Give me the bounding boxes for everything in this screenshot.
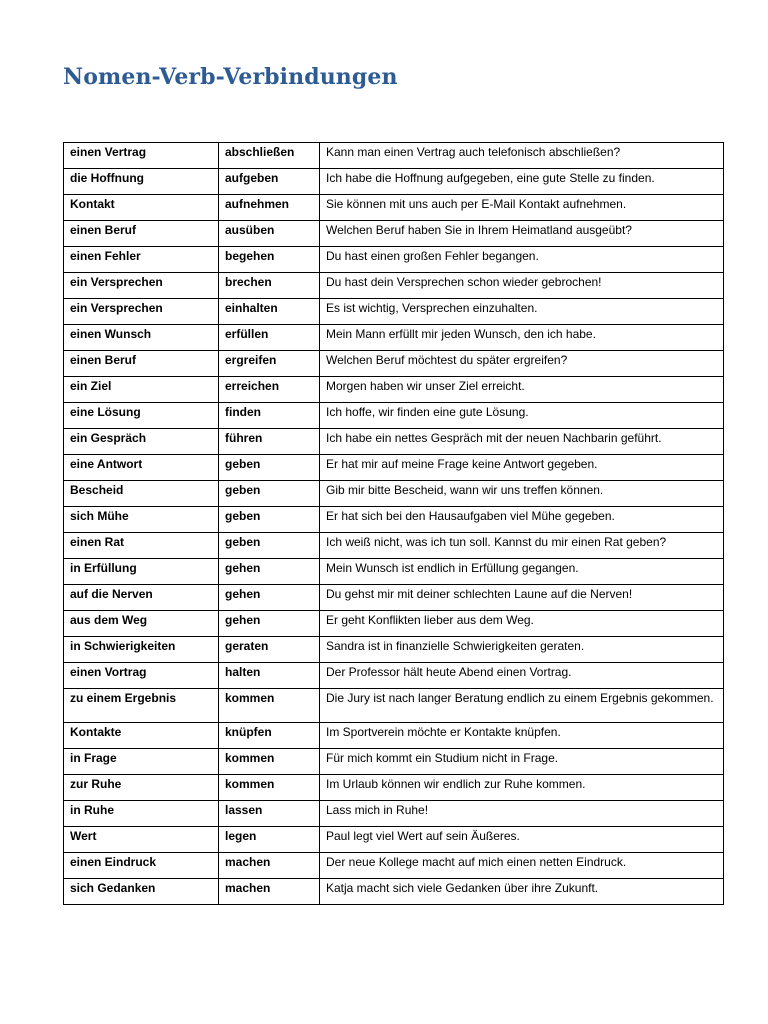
verb-cell: begehen — [219, 247, 320, 273]
table-row — [64, 559, 724, 585]
verb-cell: aufgeben — [219, 169, 320, 195]
noun-cell: zur Ruhe — [64, 775, 219, 801]
noun-cell: einen Vortrag — [64, 663, 219, 689]
example-sentence-cell: Morgen haben wir unser Ziel erreicht. — [320, 377, 724, 403]
table-row — [64, 723, 724, 749]
verb-cell: geben — [219, 533, 320, 559]
noun-cell: in Schwierigkeiten — [64, 637, 219, 663]
noun-cell: Kontakt — [64, 195, 219, 221]
verb-cell: geben — [219, 481, 320, 507]
verb-cell: halten — [219, 663, 320, 689]
noun-cell: Bescheid — [64, 481, 219, 507]
table-row — [64, 689, 724, 723]
verb-cell: abschließen — [219, 143, 320, 169]
table-row — [64, 585, 724, 611]
verb-cell: gehen — [219, 559, 320, 585]
example-sentence-cell: Mein Wunsch ist endlich in Erfüllung gegangen. — [320, 559, 724, 585]
verb-cell: geraten — [219, 637, 320, 663]
noun-cell: ein Gespräch — [64, 429, 219, 455]
example-sentence-cell: Der neue Kollege macht auf mich einen netten Eindruck. — [320, 853, 724, 879]
table-row — [64, 611, 724, 637]
verb-cell: kommen — [219, 689, 320, 723]
verb-cell: erreichen — [219, 377, 320, 403]
verb-cell: ergreifen — [219, 351, 320, 377]
verb-cell: lassen — [219, 801, 320, 827]
noun-cell: eine Lösung — [64, 403, 219, 429]
example-sentence-cell: Paul legt viel Wert auf sein Äußeres. — [320, 827, 724, 853]
noun-cell: sich Mühe — [64, 507, 219, 533]
table-row — [64, 481, 724, 507]
verb-cell: führen — [219, 429, 320, 455]
table-row — [64, 775, 724, 801]
verb-cell: kommen — [219, 749, 320, 775]
noun-cell: in Frage — [64, 749, 219, 775]
example-sentence-cell: Ich habe ein nettes Gespräch mit der neuen Nachbarin geführt. — [320, 429, 724, 455]
noun-cell: einen Vertrag — [64, 143, 219, 169]
noun-cell: einen Eindruck — [64, 853, 219, 879]
example-sentence-cell: Lass mich in Ruhe! — [320, 801, 724, 827]
example-sentence-cell: Du gehst mir mit deiner schlechten Laune auf die Nerven! — [320, 585, 724, 611]
example-sentence-cell: Im Sportverein möchte er Kontakte knüpfen. — [320, 723, 724, 749]
table-row — [64, 143, 724, 169]
verb-cell: erfüllen — [219, 325, 320, 351]
verb-cell: gehen — [219, 585, 320, 611]
table-row — [64, 853, 724, 879]
table-row — [64, 749, 724, 775]
example-sentence-cell: Der Professor hält heute Abend einen Vortrag. — [320, 663, 724, 689]
example-sentence-cell: Im Urlaub können wir endlich zur Ruhe kommen. — [320, 775, 724, 801]
example-sentence-cell: Katja macht sich viele Gedanken über ihre Zukunft. — [320, 879, 724, 905]
table-row — [64, 801, 724, 827]
table-row — [64, 247, 724, 273]
noun-cell: einen Fehler — [64, 247, 219, 273]
noun-cell: aus dem Weg — [64, 611, 219, 637]
verb-cell: geben — [219, 507, 320, 533]
noun-cell: Wert — [64, 827, 219, 853]
example-sentence-cell: Die Jury ist nach langer Beratung endlich zu einem Ergebnis gekommen. — [320, 689, 724, 723]
noun-cell: ein Versprechen — [64, 299, 219, 325]
table-row — [64, 221, 724, 247]
example-sentence-cell: Welchen Beruf haben Sie in Ihrem Heimatland ausgeübt? — [320, 221, 724, 247]
verb-cell: machen — [219, 879, 320, 905]
table-row — [64, 429, 724, 455]
table-row — [64, 663, 724, 689]
example-sentence-cell: Gib mir bitte Bescheid, wann wir uns treffen können. — [320, 481, 724, 507]
table-row — [64, 533, 724, 559]
table-row — [64, 169, 724, 195]
noun-cell: auf die Nerven — [64, 585, 219, 611]
example-sentence-cell: Sie können mit uns auch per E-Mail Kontakt aufnehmen. — [320, 195, 724, 221]
noun-cell: ein Versprechen — [64, 273, 219, 299]
example-sentence-cell: Ich hoffe, wir finden eine gute Lösung. — [320, 403, 724, 429]
verb-cell: gehen — [219, 611, 320, 637]
noun-cell: Kontakte — [64, 723, 219, 749]
noun-cell: einen Wunsch — [64, 325, 219, 351]
table-row — [64, 273, 724, 299]
noun-cell: ein Ziel — [64, 377, 219, 403]
example-sentence-cell: Mein Mann erfüllt mir jeden Wunsch, den ich habe. — [320, 325, 724, 351]
example-sentence-cell: Es ist wichtig, Versprechen einzuhalten. — [320, 299, 724, 325]
example-sentence-cell: Er hat sich bei den Hausaufgaben viel Mühe gegeben. — [320, 507, 724, 533]
example-sentence-cell: Für mich kommt ein Studium nicht in Frage. — [320, 749, 724, 775]
verb-cell: knüpfen — [219, 723, 320, 749]
noun-cell: einen Beruf — [64, 351, 219, 377]
noun-cell: zu einem Ergebnis — [64, 689, 219, 723]
page-title: Nomen-Verb-Verbindungen — [63, 64, 398, 90]
verb-cell: geben — [219, 455, 320, 481]
noun-cell: die Hoffnung — [64, 169, 219, 195]
verb-cell: kommen — [219, 775, 320, 801]
example-sentence-cell: Du hast einen großen Fehler begangen. — [320, 247, 724, 273]
noun-cell: einen Beruf — [64, 221, 219, 247]
noun-cell: einen Rat — [64, 533, 219, 559]
example-sentence-cell: Sandra ist in finanzielle Schwierigkeiten geraten. — [320, 637, 724, 663]
example-sentence-cell: Ich habe die Hoffnung aufgegeben, eine gute Stelle zu finden. — [320, 169, 724, 195]
table-row — [64, 377, 724, 403]
table-row — [64, 827, 724, 853]
table-body — [64, 143, 724, 905]
table-row — [64, 351, 724, 377]
example-sentence-cell: Er hat mir auf meine Frage keine Antwort gegeben. — [320, 455, 724, 481]
verb-cell: einhalten — [219, 299, 320, 325]
noun-cell: sich Gedanken — [64, 879, 219, 905]
verb-cell: ausüben — [219, 221, 320, 247]
noun-cell: in Ruhe — [64, 801, 219, 827]
example-sentence-cell: Er geht Konflikten lieber aus dem Weg. — [320, 611, 724, 637]
table-row — [64, 455, 724, 481]
table-row — [64, 195, 724, 221]
table-row — [64, 637, 724, 663]
example-sentence-cell: Du hast dein Versprechen schon wieder gebrochen! — [320, 273, 724, 299]
table-row — [64, 507, 724, 533]
verb-cell: aufnehmen — [219, 195, 320, 221]
example-sentence-cell: Kann man einen Vertrag auch telefonisch abschließen? — [320, 143, 724, 169]
noun-cell: eine Antwort — [64, 455, 219, 481]
table-row — [64, 299, 724, 325]
verb-cell: finden — [219, 403, 320, 429]
table-row — [64, 879, 724, 905]
verb-cell: machen — [219, 853, 320, 879]
table-row — [64, 403, 724, 429]
verb-cell: brechen — [219, 273, 320, 299]
example-sentence-cell: Welchen Beruf möchtest du später ergreifen? — [320, 351, 724, 377]
noun-verb-table — [63, 142, 724, 905]
noun-cell: in Erfüllung — [64, 559, 219, 585]
table-row — [64, 325, 724, 351]
verb-cell: legen — [219, 827, 320, 853]
example-sentence-cell: Ich weiß nicht, was ich tun soll. Kannst du mir einen Rat geben? — [320, 533, 724, 559]
